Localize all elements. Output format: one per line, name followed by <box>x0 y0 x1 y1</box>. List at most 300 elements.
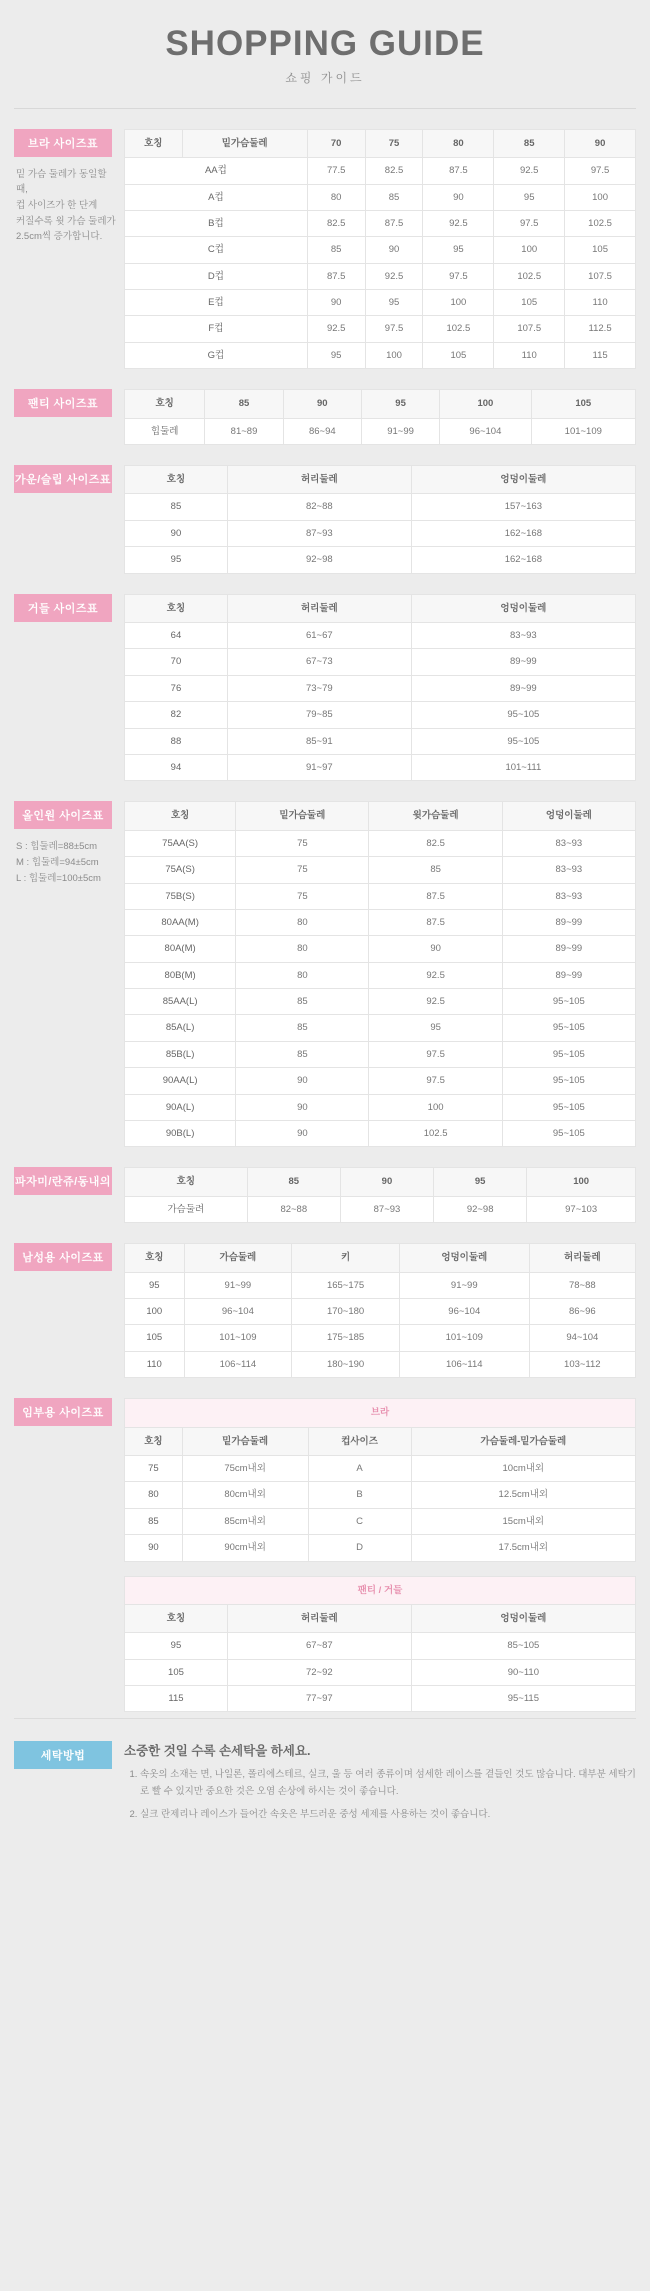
table-cell: 96~104 <box>440 418 531 444</box>
table-header-row <box>125 1244 636 1272</box>
table-cell: 97.5 <box>494 210 565 236</box>
table-cell: 82.5 <box>307 210 365 236</box>
table-row <box>125 1196 636 1222</box>
table-cell: 96~104 <box>184 1298 292 1324</box>
section-tag: 거들 사이즈표 <box>14 594 112 622</box>
table-row-label: 95 <box>125 547 228 573</box>
table-cell: 101~111 <box>411 754 635 780</box>
table-header-cell: 70 <box>307 129 365 157</box>
table-cell: 101~109 <box>184 1325 292 1351</box>
table-row <box>125 962 636 988</box>
table-row-label: 90AA(L) <box>125 1068 236 1094</box>
table-row-label: 가슴둘려 <box>125 1196 248 1222</box>
table-cell: 12.5cm내외 <box>411 1482 635 1508</box>
section-table-col <box>124 129 636 370</box>
table-header-cell: 호칭 <box>125 1604 228 1632</box>
table-cell: 95~115 <box>411 1686 635 1712</box>
table-cell: 91~99 <box>184 1272 292 1298</box>
table-row-label: 64 <box>125 623 228 649</box>
table-header-row <box>125 129 636 157</box>
table-row <box>125 989 636 1015</box>
table-row <box>125 1455 636 1481</box>
table-header-cell: 호칭 <box>125 129 183 157</box>
table-cell: 97.5 <box>369 1068 502 1094</box>
table-cell: 97.5 <box>423 263 494 289</box>
table-cell: 97.5 <box>369 1041 502 1067</box>
maternity-panty-table <box>124 1576 636 1713</box>
table-cell: 72~92 <box>227 1659 411 1685</box>
section-label-col <box>14 1243 124 1271</box>
table-header-row <box>125 594 636 622</box>
section-table-col <box>124 1167 636 1223</box>
table-header-cell: 허리둘레 <box>529 1244 635 1272</box>
table-header-cell: 호칭 <box>125 594 228 622</box>
table-header-row <box>125 1427 636 1455</box>
table-cell: 175~185 <box>292 1325 400 1351</box>
section-tag: 팬티 사이즈표 <box>14 389 112 417</box>
table-header-cell: 키 <box>292 1244 400 1272</box>
table-cell: 67~87 <box>227 1633 411 1659</box>
table-header-cell: 호칭 <box>125 390 205 418</box>
table-header-cell: 95 <box>434 1168 527 1196</box>
table-header-cell: 90 <box>565 129 636 157</box>
table-row <box>125 1325 636 1351</box>
section-table-col <box>124 465 636 574</box>
table-cell: 91~99 <box>361 418 439 444</box>
table-row-label: 82 <box>125 702 228 728</box>
table-cell: 95~105 <box>411 702 635 728</box>
table-cell: 82.5 <box>365 158 423 184</box>
table-cell: 165~175 <box>292 1272 400 1298</box>
table-row <box>125 494 636 520</box>
table-header-row <box>125 466 636 494</box>
table-cell: 82~88 <box>247 1196 340 1222</box>
table-cell: 87.5 <box>369 883 502 909</box>
table-row-label: E컵 <box>125 290 308 316</box>
table-header-row <box>125 1168 636 1196</box>
table-cell: 80 <box>307 184 365 210</box>
section-label-col <box>14 129 124 245</box>
table-row-label: 85B(L) <box>125 1041 236 1067</box>
table-row <box>125 547 636 573</box>
section-tag-maternity: 임부용 사이즈표 <box>14 1398 112 1426</box>
table-header-cell: 호칭 <box>125 1168 248 1196</box>
washing-instruction-list <box>124 1767 636 1822</box>
table-cell: 110 <box>494 342 565 368</box>
table-cell: 107.5 <box>565 263 636 289</box>
table-cell: 80 <box>236 962 369 988</box>
table-row <box>125 184 636 210</box>
table-cell: 85cm내외 <box>182 1508 308 1534</box>
table-cell: 82.5 <box>369 830 502 856</box>
page-header <box>0 0 650 108</box>
section-washing <box>0 1719 650 1845</box>
table-cell: 95 <box>369 1015 502 1041</box>
table-cell: 95 <box>307 342 365 368</box>
table-cell: 85 <box>369 857 502 883</box>
table-cell: 112.5 <box>565 316 636 342</box>
table-cell: 92.5 <box>365 263 423 289</box>
table-cell: 100 <box>494 237 565 263</box>
table-row-label: 90B(L) <box>125 1121 236 1147</box>
table-gap <box>124 1562 636 1576</box>
table-subheader-cell: 팬티 / 거들 <box>125 1576 636 1604</box>
table-cell: 75 <box>236 857 369 883</box>
size-chart-sections <box>0 109 650 1378</box>
section-label-col <box>14 1398 124 1426</box>
table-row <box>125 1272 636 1298</box>
table-cell: 82~88 <box>227 494 411 520</box>
table-cell: 90 <box>236 1068 369 1094</box>
table-row-label: 힙둘레 <box>125 418 205 444</box>
table-cell: 90 <box>365 237 423 263</box>
table-cell: 85 <box>236 1041 369 1067</box>
table-row-label: 110 <box>125 1351 185 1377</box>
table-header-cell: 호칭 <box>125 1427 183 1455</box>
table-cell: 10cm내외 <box>411 1455 635 1481</box>
table-cell: 83~93 <box>411 623 635 649</box>
table-cell: 90 <box>236 1094 369 1120</box>
table-cell: 61~67 <box>227 623 411 649</box>
size-section <box>0 574 650 782</box>
table-row-label: 95 <box>125 1272 185 1298</box>
table-cell: 87.5 <box>307 263 365 289</box>
table-row-label: D컵 <box>125 263 308 289</box>
table-cell: 92~98 <box>434 1196 527 1222</box>
table-cell: 106~114 <box>399 1351 529 1377</box>
table-cell: 87.5 <box>369 909 502 935</box>
table-cell: 95~105 <box>502 1015 635 1041</box>
table-cell: 91~99 <box>399 1272 529 1298</box>
section-tag: 파자미/란쥬/동내의 <box>14 1167 112 1195</box>
table-cell: C <box>308 1508 411 1534</box>
table-row-label: C컵 <box>125 237 308 263</box>
table-row-label: 105 <box>125 1325 185 1351</box>
table-cell: 85 <box>307 237 365 263</box>
table-row-label: 75AA(S) <box>125 830 236 856</box>
table-cell: 105 <box>494 290 565 316</box>
table-row <box>125 830 636 856</box>
table-cell: 102.5 <box>494 263 565 289</box>
table-cell: 115 <box>565 342 636 368</box>
table-row-label: F컵 <box>125 316 308 342</box>
table-header-cell: 허리둘레 <box>227 466 411 494</box>
section-table-col <box>124 594 636 782</box>
table-subheader-row <box>125 1576 636 1604</box>
table-cell: 87~93 <box>340 1196 433 1222</box>
table-row <box>125 316 636 342</box>
section-table-col <box>124 1243 636 1378</box>
section-table-col <box>124 1398 636 1712</box>
table-row-label: 100 <box>125 1298 185 1324</box>
table-header-cell: 엉덩이둘레 <box>411 1604 635 1632</box>
table-cell: 80 <box>236 909 369 935</box>
section-tag: 남성용 사이즈표 <box>14 1243 112 1271</box>
section-tag: 가운/슬립 사이즈표 <box>14 465 112 493</box>
table-row <box>125 1351 636 1377</box>
table-row-label: 75A(S) <box>125 857 236 883</box>
table-header-row <box>125 390 636 418</box>
size-table <box>124 801 636 1147</box>
table-cell: 103~112 <box>529 1351 635 1377</box>
table-cell: 85~105 <box>411 1633 635 1659</box>
table-cell: 73~79 <box>227 675 411 701</box>
table-cell: 95~105 <box>502 1094 635 1120</box>
size-section <box>0 109 650 370</box>
table-header-cell: 허리둘레 <box>227 594 411 622</box>
table-cell: 86~94 <box>283 418 361 444</box>
table-row-label: 90 <box>125 520 228 546</box>
washing-instruction-item: 1. 속옷의 소재는 면, 나일론, 폴리에스테르, 실크, 울 등 여러 종류이며 섬세한 레이스를 곁들인 것도 많습니다. 대부분 세탁기로 빨 수 있지만 중요한 것은 오염 손상에 하시는 것이 좋습니다. <box>140 1767 636 1799</box>
table-header-row <box>125 802 636 830</box>
table-header-cell: 엉덩이둘레 <box>411 466 635 494</box>
table-cell: A <box>308 1455 411 1481</box>
table-row-label: 75 <box>125 1455 183 1481</box>
table-cell: 81~89 <box>205 418 283 444</box>
table-row <box>125 1121 636 1147</box>
table-row-label: 90A(L) <box>125 1094 236 1120</box>
table-row-label: 85AA(L) <box>125 989 236 1015</box>
table-cell: 110 <box>565 290 636 316</box>
table-header-cell: 허리둘레 <box>227 1604 411 1632</box>
table-cell: 67~73 <box>227 649 411 675</box>
size-table <box>124 1167 636 1223</box>
table-header-cell: 컵사이즈 <box>308 1427 411 1455</box>
table-cell: 95~105 <box>502 1068 635 1094</box>
table-row-label: 95 <box>125 1633 228 1659</box>
table-cell: 105 <box>565 237 636 263</box>
table-header-cell: 95 <box>361 390 439 418</box>
table-row-label: 80A(M) <box>125 936 236 962</box>
table-row <box>125 1508 636 1534</box>
table-cell: 87.5 <box>423 158 494 184</box>
table-row-label: 105 <box>125 1659 228 1685</box>
table-cell: 80cm내외 <box>182 1482 308 1508</box>
section-label-col <box>14 801 124 886</box>
table-cell: 90~110 <box>411 1659 635 1685</box>
table-row-label: 85 <box>125 494 228 520</box>
table-row <box>125 1015 636 1041</box>
size-section <box>0 1223 650 1378</box>
table-row <box>125 1298 636 1324</box>
table-cell: 95 <box>494 184 565 210</box>
table-header-cell: 밑가슴둘레 <box>236 802 369 830</box>
table-cell: 101~109 <box>531 418 635 444</box>
table-cell: 95~105 <box>411 728 635 754</box>
table-cell: 85 <box>236 989 369 1015</box>
size-table <box>124 1576 636 1713</box>
size-table <box>124 129 636 370</box>
table-row-label: 88 <box>125 728 228 754</box>
section-note: S : 힙둘레=88±5cm M : 힙둘레=94±5cm L : 힙둘레=100±5cm <box>16 841 101 884</box>
table-header-cell: 호칭 <box>125 1244 185 1272</box>
table-cell: D <box>308 1535 411 1561</box>
table-cell: 95~105 <box>502 1121 635 1147</box>
table-header-cell: 75 <box>365 129 423 157</box>
size-table <box>124 389 636 445</box>
washing-content <box>124 1741 636 1829</box>
table-row <box>125 210 636 236</box>
table-cell: 79~85 <box>227 702 411 728</box>
table-cell: 77~97 <box>227 1686 411 1712</box>
table-cell: 107.5 <box>494 316 565 342</box>
table-cell: 92.5 <box>307 316 365 342</box>
table-row-label: 115 <box>125 1686 228 1712</box>
table-row <box>125 1633 636 1659</box>
table-cell: 162~168 <box>411 547 635 573</box>
table-header-row <box>125 1604 636 1632</box>
table-row <box>125 909 636 935</box>
table-cell: 92.5 <box>494 158 565 184</box>
table-row <box>125 857 636 883</box>
table-row <box>125 158 636 184</box>
table-row <box>125 1068 636 1094</box>
table-cell: 90 <box>369 936 502 962</box>
table-cell: 85 <box>365 184 423 210</box>
table-cell: 180~190 <box>292 1351 400 1377</box>
table-row <box>125 520 636 546</box>
section-label-col <box>14 465 124 493</box>
table-cell: 95~105 <box>502 989 635 1015</box>
table-subheader-row <box>125 1399 636 1427</box>
table-cell: 162~168 <box>411 520 635 546</box>
table-cell: 89~99 <box>502 909 635 935</box>
table-subheader-cell: 브라 <box>125 1399 636 1427</box>
table-row <box>125 237 636 263</box>
section-label-col <box>14 594 124 622</box>
table-cell: 87.5 <box>365 210 423 236</box>
table-cell: 90cm내외 <box>182 1535 308 1561</box>
table-cell: 77.5 <box>307 158 365 184</box>
section-note: 밑 가슴 둘레가 동일할 때, 컵 사이즈가 한 단계 커질수록 윗 가슴 둘레가 2.5cm씩 증가합니다. <box>16 168 116 243</box>
table-cell: 89~99 <box>411 649 635 675</box>
table-row-label: 80B(M) <box>125 962 236 988</box>
table-row-label: 75B(S) <box>125 883 236 909</box>
table-header-cell: 80 <box>423 129 494 157</box>
section-table-col <box>124 801 636 1147</box>
size-table <box>124 1398 636 1561</box>
table-cell: 83~93 <box>502 857 635 883</box>
table-row <box>125 1686 636 1712</box>
table-row <box>125 1482 636 1508</box>
table-header-cell: 90 <box>340 1168 433 1196</box>
table-row <box>125 623 636 649</box>
table-cell: 96~104 <box>399 1298 529 1324</box>
size-section <box>0 781 650 1147</box>
section-label-col <box>14 389 124 417</box>
table-header-cell: 90 <box>283 390 361 418</box>
table-cell: 75 <box>236 830 369 856</box>
table-row-label: 85A(L) <box>125 1015 236 1041</box>
table-cell: 89~99 <box>411 675 635 701</box>
table-cell: 75cm내외 <box>182 1455 308 1481</box>
table-cell: 91~97 <box>227 754 411 780</box>
table-cell: 100 <box>423 290 494 316</box>
size-table <box>124 1243 636 1378</box>
table-cell: 80 <box>236 936 369 962</box>
table-row <box>125 263 636 289</box>
size-section <box>0 369 650 445</box>
washing-label-col <box>14 1741 124 1769</box>
section-tag-washing: 세탁방법 <box>14 1741 112 1769</box>
table-cell: 97~103 <box>527 1196 636 1222</box>
table-row <box>125 649 636 675</box>
table-cell: 97.5 <box>365 316 423 342</box>
table-row-label: 80AA(M) <box>125 909 236 935</box>
table-cell: 92.5 <box>423 210 494 236</box>
table-cell: 102.5 <box>423 316 494 342</box>
table-row <box>125 1535 636 1561</box>
page-title: SHOPPING GUIDE <box>165 24 485 63</box>
table-row <box>125 1041 636 1067</box>
washing-title: 소중한 것일 수록 손세탁을 하세요. <box>124 1744 311 1759</box>
washing-instruction-item: 2. 실크 란제리나 레이스가 들어간 속옷은 부드러운 중성 세제를 사용하는 것이 좋습니다. <box>140 1807 636 1823</box>
table-row <box>125 342 636 368</box>
table-cell: 15cm내외 <box>411 1508 635 1534</box>
table-row-label: 85 <box>125 1508 183 1534</box>
table-cell: 92.5 <box>369 962 502 988</box>
table-header-cell: 엉덩이둘레 <box>411 594 635 622</box>
table-cell: 17.5cm내외 <box>411 1535 635 1561</box>
table-row-label: 80 <box>125 1482 183 1508</box>
table-cell: 85~91 <box>227 728 411 754</box>
table-header-cell: 100 <box>440 390 531 418</box>
size-table <box>124 465 636 574</box>
table-row <box>125 728 636 754</box>
maternity-bra-table <box>124 1398 636 1561</box>
table-row <box>125 702 636 728</box>
size-section <box>0 1147 650 1223</box>
table-header-cell: 밑가슴둘레 <box>182 1427 308 1455</box>
table-cell: B <box>308 1482 411 1508</box>
table-row-label: B컵 <box>125 210 308 236</box>
table-cell: 100 <box>565 184 636 210</box>
table-row <box>125 1094 636 1120</box>
table-cell: 105 <box>423 342 494 368</box>
table-row <box>125 936 636 962</box>
table-header-cell: 85 <box>494 129 565 157</box>
size-table <box>124 594 636 782</box>
section-tag: 브라 사이즈표 <box>14 129 112 157</box>
table-cell: 83~93 <box>502 830 635 856</box>
table-header-cell: 100 <box>527 1168 636 1196</box>
table-header-cell: 가슴둘레-밑가슴둘레 <box>411 1427 635 1455</box>
table-row-label: 94 <box>125 754 228 780</box>
table-header-cell: 엉덩이둘레 <box>502 802 635 830</box>
table-cell: 89~99 <box>502 962 635 988</box>
table-row <box>125 1659 636 1685</box>
table-header-cell: 85 <box>205 390 283 418</box>
section-maternity <box>0 1378 650 1712</box>
table-cell: 85 <box>236 1015 369 1041</box>
table-cell: 92~98 <box>227 547 411 573</box>
table-header-cell: 가슴둘레 <box>184 1244 292 1272</box>
table-header-cell: 윗가슴둘레 <box>369 802 502 830</box>
section-tag: 올인원 사이즈표 <box>14 801 112 829</box>
table-cell: 90 <box>423 184 494 210</box>
table-cell: 102.5 <box>565 210 636 236</box>
table-cell: 83~93 <box>502 883 635 909</box>
table-cell: 157~163 <box>411 494 635 520</box>
table-cell: 89~99 <box>502 936 635 962</box>
table-cell: 102.5 <box>369 1121 502 1147</box>
table-header-cell: 밑가슴둘레 <box>182 129 307 157</box>
table-cell: 87~93 <box>227 520 411 546</box>
table-header-cell: 호칭 <box>125 802 236 830</box>
table-cell: 90 <box>307 290 365 316</box>
table-cell: 101~109 <box>399 1325 529 1351</box>
table-cell: 97.5 <box>565 158 636 184</box>
